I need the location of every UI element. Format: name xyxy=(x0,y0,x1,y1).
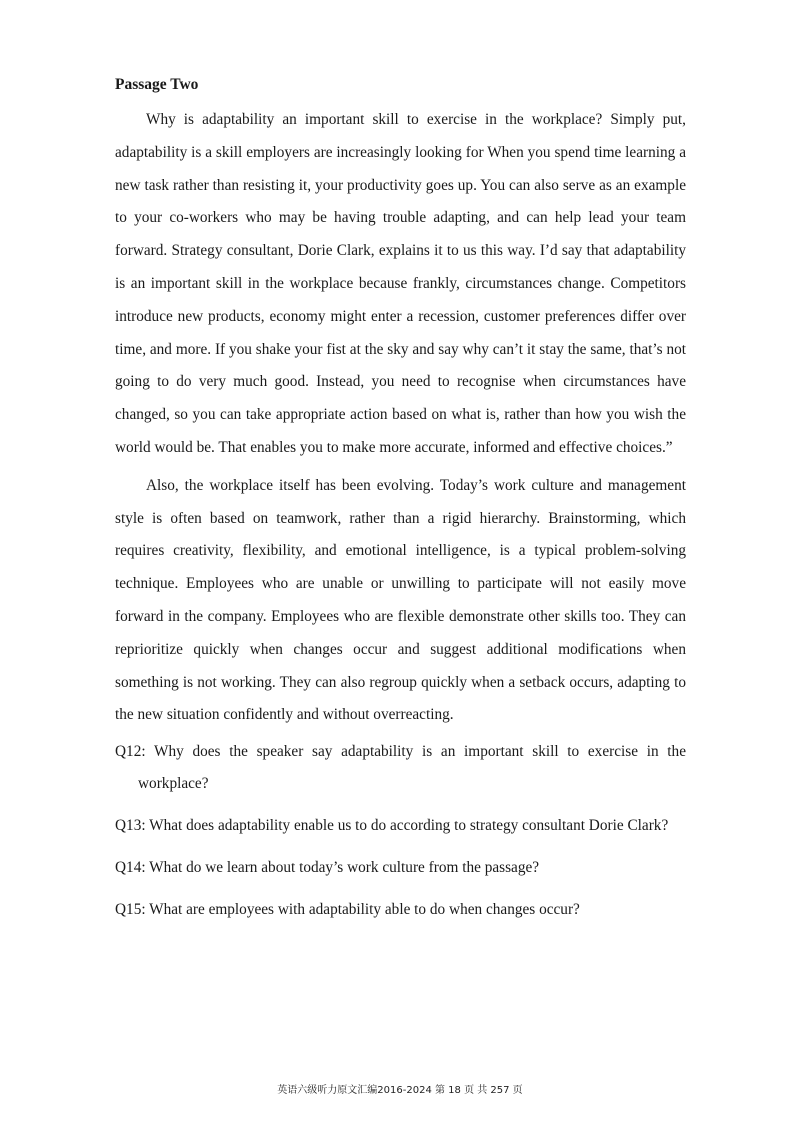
page-footer: 英语六级听力原文汇编2016-2024 第 18 页 共 257 页 xyxy=(277,1085,523,1096)
passage-heading: Passage Two xyxy=(115,76,199,93)
passage-paragraph-2: Also, the workplace itself has been evolving. Today’s work culture and management style is often based on teamwork, rather than a rigid hierarchy. Brainstorming, which requires creativity, flexibility, and emotional intelligence, is a typical problem-solving technique. Employees who are unable or unwilling to participate will not easily move forward in the company. Employees who are flexible demonstrate other skills too. They can reprioritize quickly when changes occur and suggest additional modifications when something is not working. They can also regroup quickly when a setback occurs, adapting to the new situation confidently and without overreacting. xyxy=(115,476,686,724)
page-content xyxy=(115,74,686,936)
passage-paragraph-1: Why is adaptability an important skill to exercise in the workplace? Simply put, adaptability is a skill employers are increasingly looking for When you spend time learning a new task rather than resisting it, your productivity goes up. You can also serve as an example to your co-workers who may be having trouble adapting, and can help lead your team forward. Strategy consultant, Dorie Clark, explains it to us this way. I’d say that adaptability is an important skill in the workplace because frankly, circumstances change. Competitors introduce new products, economy might enter a recession, customer preferences differ over time, and more. If you shake your fist at the sky and say why can’t it stay the same, that’s not going to do very much good. Instead, you need to recognise when circumstances have changed, so you can take appropriate action based on what is, rather than how you wish the world would be. That enables you to make more accurate, informed and effective choices.” xyxy=(115,111,686,456)
question-q12: Q12: Why does the speaker say adaptability is an important skill to exercise in the workplace? xyxy=(115,743,686,793)
question-list xyxy=(115,736,686,926)
question-q13: Q13: What does adaptability enable us to do according to strategy consultant Dorie Clark? xyxy=(115,817,669,835)
question-q14: Q14: What do we learn about today’s work culture from the passage? xyxy=(115,859,540,877)
question-q15: Q15: What are employees with adaptability able to do when changes occur? xyxy=(115,901,580,919)
